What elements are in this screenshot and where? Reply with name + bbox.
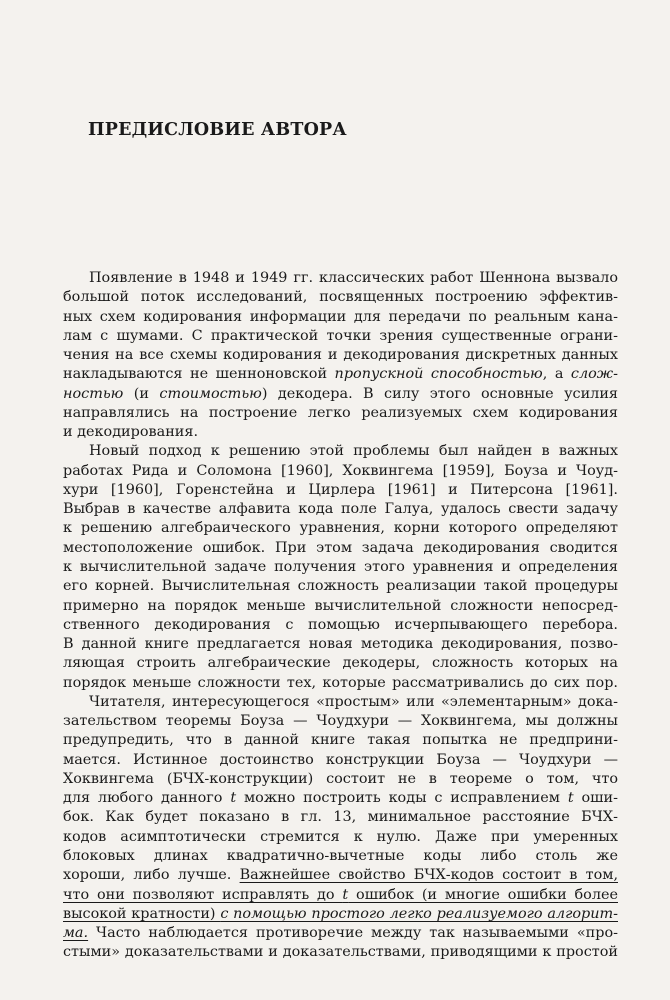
- text-segment: работах Рида и Соломона [1960], Хоквингема [1959], Боуза и Чоуд-: [63, 462, 618, 479]
- text-line: [63, 423, 618, 442]
- text-segment: оши-: [573, 790, 618, 807]
- text-line: [63, 654, 618, 673]
- text-segment: пропускной способностью: [334, 366, 543, 383]
- text-line: [63, 308, 618, 327]
- text-line: [63, 674, 618, 693]
- text-line: [63, 442, 618, 461]
- text-line: [63, 924, 618, 943]
- text-line: [63, 558, 618, 577]
- text-segment: можно построить коды с исправлением: [236, 790, 568, 807]
- preface-text: [63, 269, 618, 963]
- text-line: [63, 365, 618, 384]
- text-line: [63, 905, 618, 924]
- text-segment: t: [230, 790, 237, 807]
- text-segment: к вычислительной задаче получения этого уравнения и определения: [63, 558, 618, 575]
- text-segment: с помощью простого легко реализуемого алгорит-: [220, 905, 618, 922]
- text-line: [63, 693, 618, 712]
- text-segment: примерно на порядок меньше вычислительной сложности непосред-: [63, 597, 618, 614]
- text-line: [63, 269, 618, 288]
- text-segment: ошибок (и многие ошибки более: [348, 886, 618, 903]
- text-segment: Новый подход к решению этой проблемы был найден в важных: [89, 443, 618, 460]
- text-line: [63, 866, 618, 885]
- text-segment: ных схем кодирования информации для передачи по реальным кана-: [63, 308, 618, 325]
- text-line: [63, 462, 618, 481]
- text-segment: высокой кратности): [63, 905, 221, 922]
- text-segment: его корней. Вычислительная сложность реализации такой процедуры: [63, 578, 618, 595]
- text-line: [63, 481, 618, 500]
- text-segment: накладываются не шенноновской: [63, 366, 335, 383]
- text-segment: В данной книге предлагается новая методика декодирования, позво-: [63, 636, 618, 653]
- text-segment: лам с шумами. С практической точки зрения существенные ограни-: [63, 327, 618, 344]
- text-line: [63, 519, 618, 538]
- text-segment: кодов асимптотически стремится к нулю. Даже при умеренных: [63, 828, 618, 845]
- text-segment: большой поток исследований, посвященных построению эффектив-: [63, 289, 618, 306]
- text-segment: мается. Истинное достоинство конструкции Боуза — Чоудхури —: [63, 751, 618, 768]
- text-line: [63, 731, 618, 750]
- text-segment: ственного декодирования с помощью исчерпывающего перебора.: [63, 616, 618, 633]
- text-segment: (и: [123, 385, 160, 402]
- text-segment: t: [567, 790, 574, 807]
- text-line: [63, 789, 618, 808]
- text-line: [63, 751, 618, 770]
- text-line: [63, 770, 618, 789]
- page-title: ПРЕДИСЛОВИЕ АВТОРА: [88, 120, 347, 140]
- text-segment: Важнейшее свойство БЧХ-кодов состоит в том,: [239, 867, 618, 884]
- text-segment: зательством теоремы Боуза — Чоудхури — Хоквингема, мы должны: [63, 713, 618, 730]
- text-segment: чения на все схемы кодирования и декодирования дискретных данных: [63, 347, 618, 364]
- text-segment: Хоквингема (БЧХ-конструкции) состоит не в теореме о том, что: [63, 770, 618, 787]
- text-segment: ностью: [63, 385, 124, 402]
- text-line: [63, 635, 618, 654]
- text-line: [63, 712, 618, 731]
- text-segment: для любого данного: [63, 790, 231, 807]
- text-segment: ма.: [63, 925, 89, 942]
- text-segment: Читателя, интересующегося «простым» или «элементарным» дока-: [89, 693, 618, 710]
- text-line: [63, 288, 618, 307]
- text-segment: направлялись на построение легко реализуемых схем кодирования: [63, 404, 618, 421]
- text-segment: ) декодера. В силу этого основные усилия: [261, 385, 618, 402]
- text-line: [63, 327, 618, 346]
- text-line: [63, 346, 618, 365]
- text-segment: бок. Как будет показано в гл. 13, минимальное расстояние БЧХ-: [63, 809, 618, 826]
- text-segment: ляющая строить алгебраические декодеры, сложность которых на: [63, 655, 618, 672]
- text-segment: стыми» доказательствами и доказательствами, приводящими к простой: [63, 944, 618, 961]
- text-segment: стоимостью: [159, 385, 262, 402]
- text-line: [63, 847, 618, 866]
- text-segment: к решению алгебраического уравнения, корни которого определяют: [63, 520, 618, 537]
- text-segment: что они позволяют исправлять до: [63, 886, 343, 903]
- text-line: [63, 808, 618, 827]
- text-line: [63, 404, 618, 423]
- text-segment: порядок меньше сложности тех, которые рассматривались до сих пор.: [63, 674, 618, 691]
- text-line: [63, 616, 618, 635]
- text-segment: Появление в 1948 и 1949 гг. классических работ Шеннона вызвало: [89, 270, 618, 286]
- text-line: [63, 597, 618, 616]
- text-line: [63, 539, 618, 558]
- text-segment: предупредить, что в данной книге такая попытка не предприни-: [63, 732, 618, 749]
- text-segment: Выбрав в качестве алфавита кода поле Галуа, удалось свести задачу: [63, 501, 618, 518]
- text-segment: местоположение ошибок. При этом задача декодирования сводится: [63, 539, 618, 556]
- text-segment: хури [1960], Горенстейна и Цирлера [1961] и Питерсона [1961].: [63, 481, 618, 498]
- text-line: [63, 385, 618, 404]
- text-line: [63, 943, 618, 962]
- text-segment: Часто наблюдается противоречие между так называемыми «про-: [88, 925, 618, 942]
- text-segment: хороши, либо лучше.: [63, 867, 240, 884]
- text-line: [63, 886, 618, 905]
- text-segment: слож-: [570, 366, 618, 383]
- text-segment: t: [342, 886, 349, 903]
- text-line: [63, 500, 618, 519]
- text-segment: блоковых длинах квадратично-вычетные коды либо столь же: [63, 847, 618, 864]
- text-segment: , а: [542, 366, 571, 383]
- text-line: [63, 828, 618, 847]
- text-line: [63, 577, 618, 596]
- text-segment: и декодирования.: [63, 424, 199, 441]
